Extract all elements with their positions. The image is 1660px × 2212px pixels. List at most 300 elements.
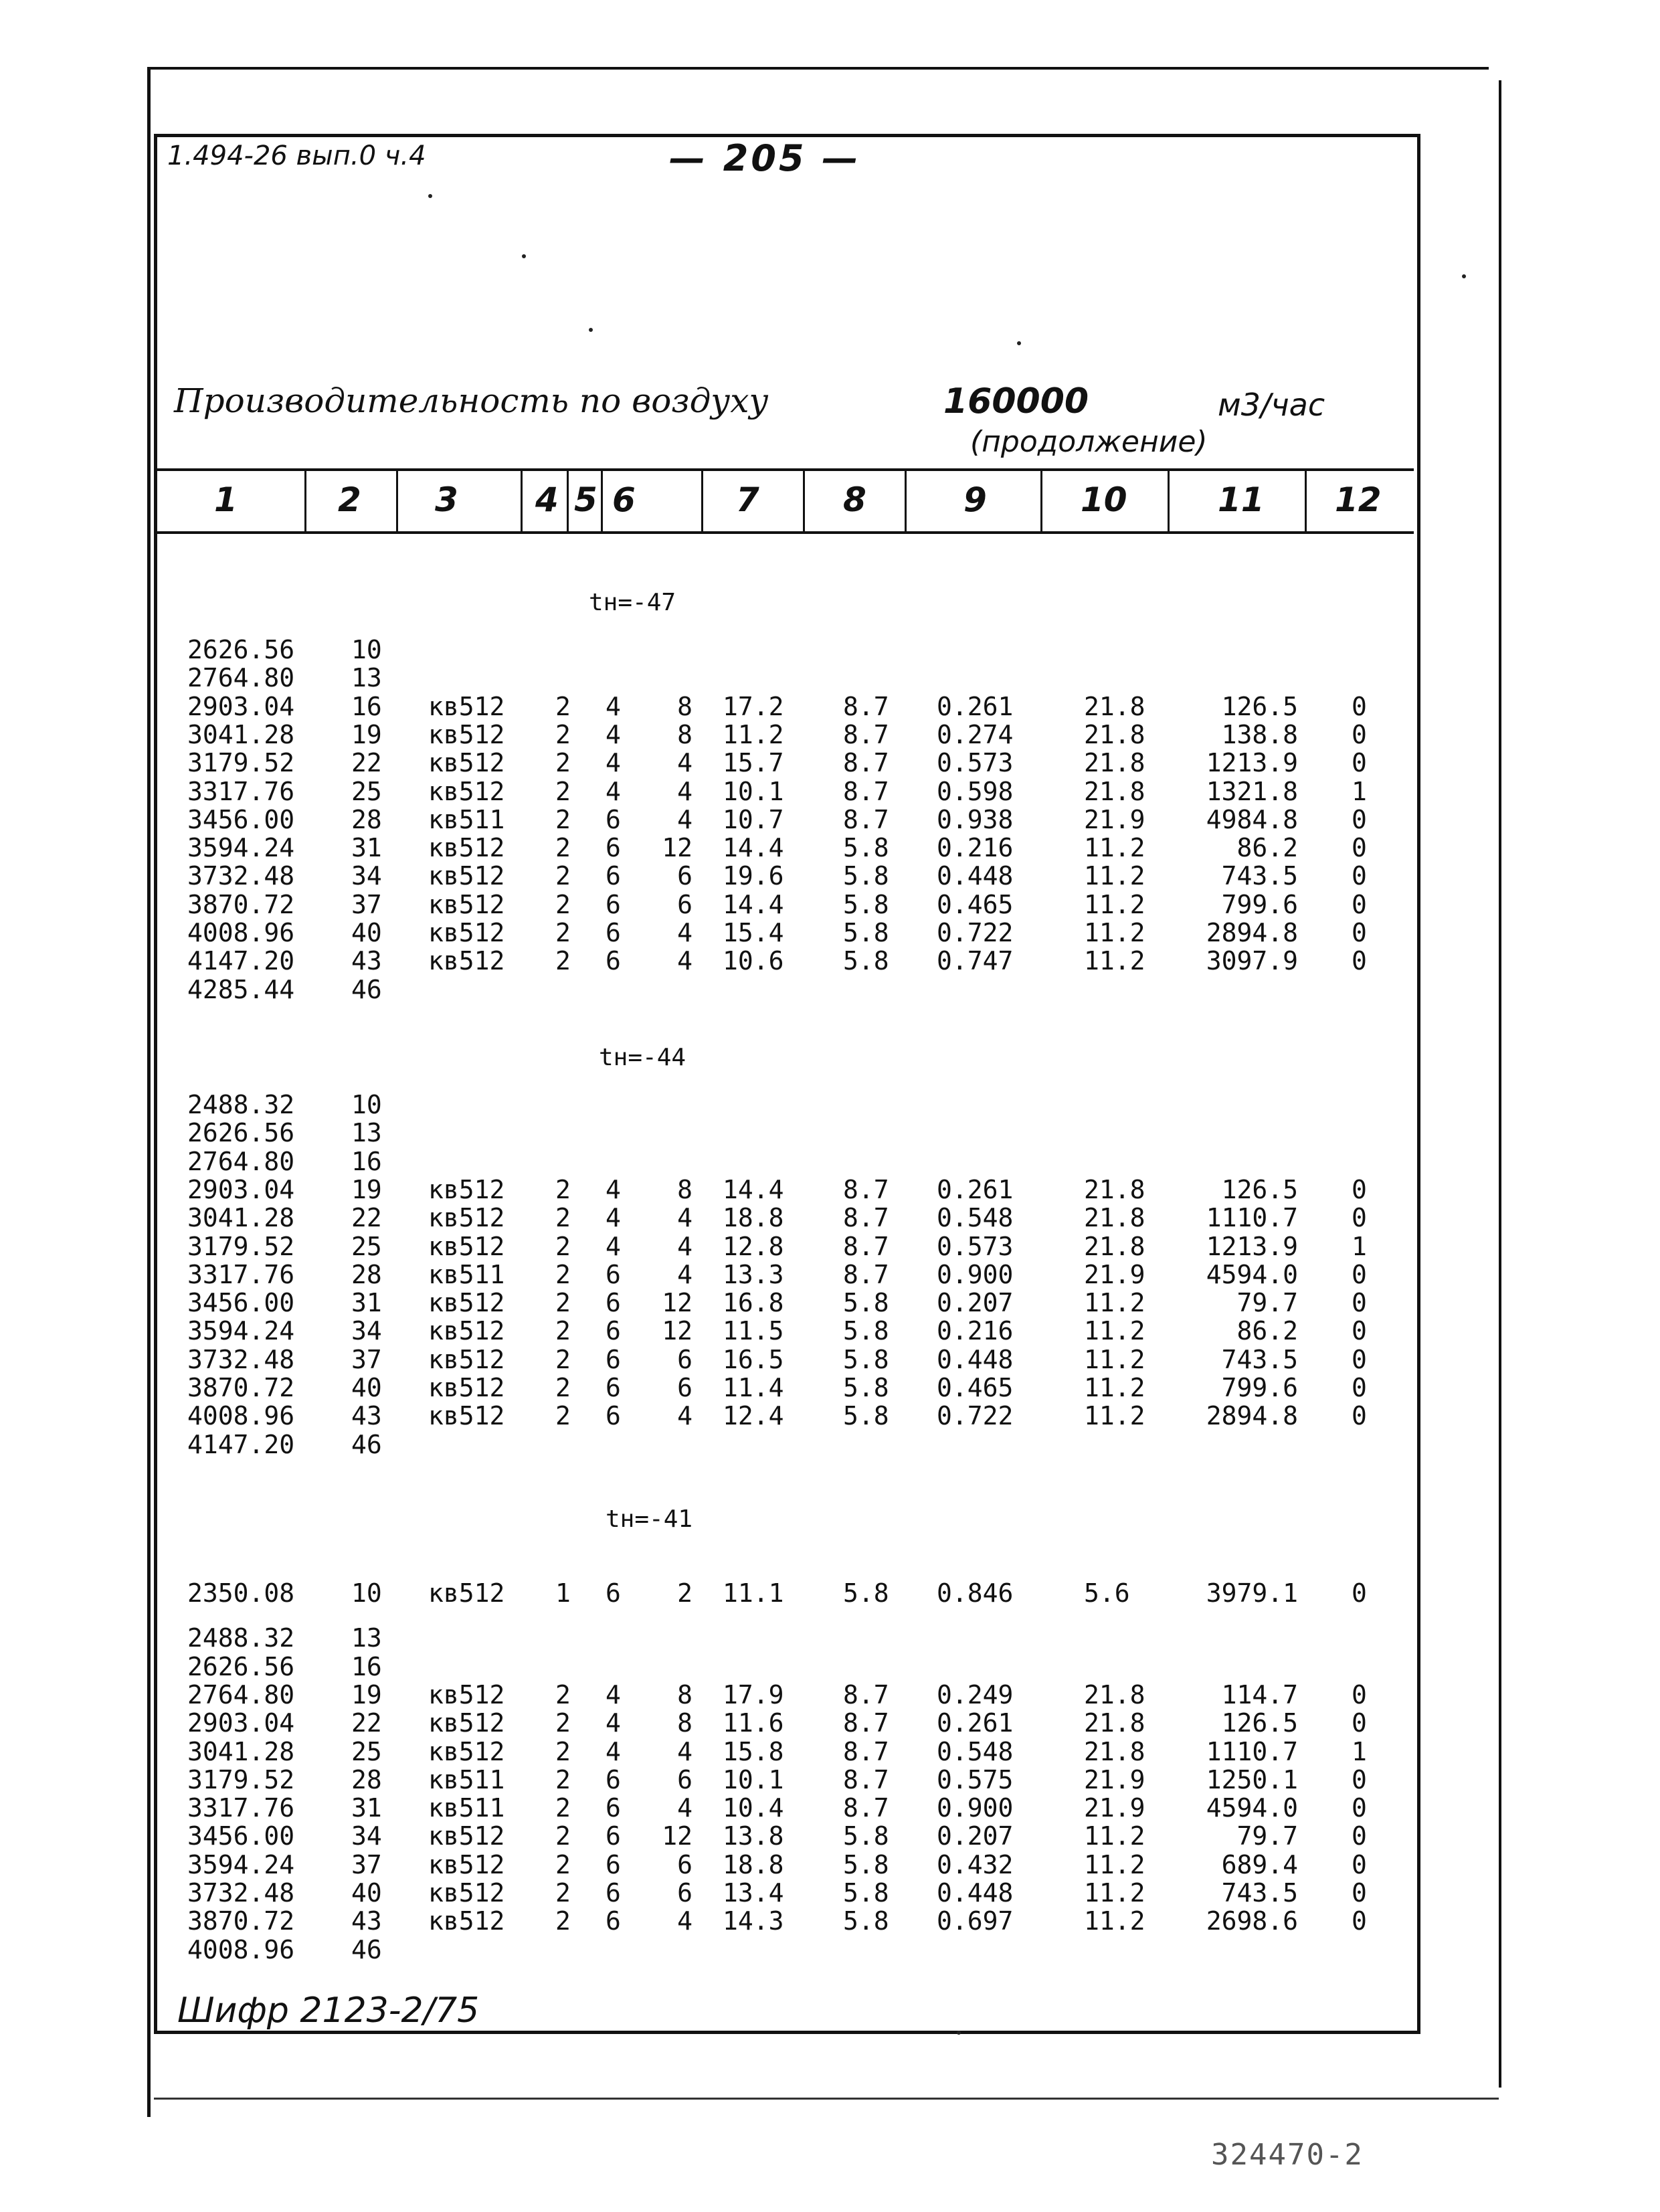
table-cell-col6: 4	[677, 748, 693, 778]
table-cell-col5: 6	[606, 804, 621, 834]
table-cell-col9: 0.261	[937, 1174, 1014, 1204]
table-cell-col2: 46	[351, 1934, 382, 1964]
table-cell-col10: 11.2	[1084, 861, 1145, 891]
table-cell-col10: 21.8	[1084, 748, 1145, 778]
table-cell-col7: 14.4	[723, 833, 784, 863]
table-cell-col12: 0	[1352, 861, 1367, 891]
table-cell-col8: 5.8	[843, 1849, 889, 1879]
table-cell-col12: 0	[1352, 946, 1367, 976]
table-cell-col2: 13	[351, 1623, 382, 1653]
table-cell-col12: 0	[1352, 1174, 1367, 1204]
table-cell-col6: 4	[677, 1231, 693, 1261]
table-cell-col8: 8.7	[843, 719, 889, 749]
table-cell-col7: 15.4	[723, 918, 784, 947]
table-cell-col12: 0	[1352, 1708, 1367, 1738]
table-cell-col3: кв512	[428, 918, 505, 947]
section-temperature-label: tн=-47	[589, 589, 676, 616]
table-cell-col6: 4	[677, 804, 693, 834]
table-cell-col3: кв512	[428, 1401, 505, 1431]
table-cell-col7: 17.9	[723, 1679, 784, 1710]
table-cell-col6: 4	[677, 1401, 693, 1431]
table-cell-col10: 11.2	[1084, 1878, 1145, 1908]
table-cell-col10: 21.9	[1084, 1764, 1145, 1794]
table-cell-col6: 6	[677, 1849, 693, 1879]
table-row	[0, 1794, 1660, 1822]
table-cell-col7: 13.3	[723, 1259, 784, 1289]
table-cell-col3: кв512	[428, 1906, 505, 1936]
table-cell-col10: 21.8	[1084, 1231, 1145, 1261]
table-row	[0, 1431, 1660, 1459]
table-cell-col7: 14.3	[723, 1906, 784, 1936]
table-cell-col8: 5.8	[843, 1821, 889, 1851]
table-cell-col11: 4984.8	[1206, 804, 1298, 834]
table-row	[0, 891, 1660, 919]
column-divider	[1168, 471, 1170, 531]
table-cell-col4: 2	[555, 804, 571, 834]
table-cell-col2: 37	[351, 1344, 382, 1374]
table-cell-col5: 6	[606, 1849, 621, 1879]
table-cell-col3: кв512	[428, 1174, 505, 1204]
table-cell-col2: 43	[351, 1906, 382, 1936]
table-row	[0, 1317, 1660, 1345]
table-cell-col9: 0.573	[937, 748, 1014, 778]
cipher-label: Шифр 2123-2/75	[177, 1991, 480, 2031]
table-cell-col4: 2	[555, 719, 571, 749]
table-cell-col9: 0.722	[937, 1401, 1014, 1431]
table-cell-col8: 8.7	[843, 1174, 889, 1204]
table-cell-col12: 0	[1352, 1578, 1367, 1608]
table-cell-col11: 2894.8	[1206, 918, 1298, 947]
table-cell-col1: 3870.72	[187, 1373, 295, 1402]
table-cell-col3: кв512	[428, 1231, 505, 1261]
table-cell-col9: 0.548	[937, 1203, 1014, 1233]
table-cell-col4: 2	[555, 1821, 571, 1851]
table-cell-col7: 10.7	[723, 804, 784, 834]
column-number: 11	[1218, 480, 1265, 519]
table-cell-col6: 4	[677, 776, 693, 806]
table-cell-col1: 2764.80	[187, 1679, 295, 1710]
table-cell-col10: 11.2	[1084, 946, 1145, 976]
table-cell-col7: 18.8	[723, 1203, 784, 1233]
table-cell-col11: 138.8	[1221, 719, 1298, 749]
table-cell-col9: 0.465	[937, 1373, 1014, 1402]
table-cell-col5: 4	[606, 691, 621, 721]
column-divider	[601, 471, 603, 531]
table-cell-col6: 4	[677, 1203, 693, 1233]
table-cell-col2: 34	[351, 1821, 382, 1851]
scan-speck	[957, 2031, 961, 2035]
table-cell-col1: 3041.28	[187, 1736, 295, 1766]
column-divider	[803, 471, 805, 531]
table-cell-col10: 21.8	[1084, 1736, 1145, 1766]
table-cell-col4: 2	[555, 1849, 571, 1879]
table-cell-col7: 11.2	[723, 719, 784, 749]
table-cell-col9: 0.261	[937, 1708, 1014, 1738]
table-row	[0, 1936, 1660, 1964]
table-cell-col4: 1	[555, 1578, 571, 1608]
table-cell-col4: 2	[555, 1231, 571, 1261]
table-row	[0, 1091, 1660, 1119]
table-row	[0, 1681, 1660, 1709]
table-cell-col3: кв512	[428, 1849, 505, 1879]
column-divider	[521, 471, 523, 531]
table-cell-col3: кв512	[428, 1736, 505, 1766]
table-cell-col1: 2764.80	[187, 663, 295, 693]
table-cell-col2: 25	[351, 776, 382, 806]
table-cell-col11: 799.6	[1221, 1373, 1298, 1402]
table-row	[0, 1738, 1660, 1766]
table-cell-col1: 3456.00	[187, 1288, 295, 1318]
table-cell-col1: 3179.52	[187, 1231, 295, 1261]
section-temperature-label: tн=-41	[606, 1505, 693, 1533]
document-reference: 1.494-26 вып.0 ч.4	[167, 141, 426, 171]
table-cell-col9: 0.216	[937, 1316, 1014, 1346]
table-cell-col3: кв512	[428, 1344, 505, 1374]
table-cell-col9: 0.261	[937, 691, 1014, 721]
table-cell-col1: 3456.00	[187, 804, 295, 834]
table-cell-col9: 0.900	[937, 1793, 1014, 1823]
table-cell-col4: 2	[555, 691, 571, 721]
table-cell-col1: 3456.00	[187, 1821, 295, 1851]
table-cell-col2: 34	[351, 1316, 382, 1346]
table-cell-col1: 3179.52	[187, 1764, 295, 1794]
table-cell-col3: кв512	[428, 691, 505, 721]
table-cell-col11: 3097.9	[1206, 946, 1298, 976]
table-cell-col2: 34	[351, 861, 382, 891]
table-cell-col1: 3732.48	[187, 1344, 295, 1374]
table-cell-col11: 86.2	[1236, 833, 1298, 863]
table-cell-col10: 11.2	[1084, 1316, 1145, 1346]
table-cell-col8: 5.8	[843, 1288, 889, 1318]
table-cell-col1: 4008.96	[187, 1401, 295, 1431]
table-cell-col7: 18.8	[723, 1849, 784, 1879]
column-number: 12	[1335, 480, 1382, 519]
table-cell-col12: 1	[1352, 1231, 1367, 1261]
column-number: 3	[435, 480, 458, 519]
table-row	[0, 1907, 1660, 1935]
table-cell-col12: 1	[1352, 1736, 1367, 1766]
table-cell-col5: 6	[606, 1793, 621, 1823]
table-cell-col2: 28	[351, 1259, 382, 1289]
table-cell-col5: 6	[606, 1316, 621, 1346]
table-cell-col9: 0.249	[937, 1679, 1014, 1710]
table-cell-col1: 4147.20	[187, 1429, 295, 1459]
table-cell-col4: 2	[555, 833, 571, 863]
table-cell-col9: 0.938	[937, 804, 1014, 834]
table-cell-col11: 3979.1	[1206, 1578, 1298, 1608]
table-cell-col11: 126.5	[1221, 1174, 1298, 1204]
table-cell-col8: 8.7	[843, 748, 889, 778]
table-cell-col6: 12	[662, 833, 693, 863]
table-cell-col7: 13.8	[723, 1821, 784, 1851]
table-cell-col5: 6	[606, 1764, 621, 1794]
table-cell-col9: 0.207	[937, 1821, 1014, 1851]
table-cell-col1: 2626.56	[187, 1651, 295, 1681]
table-cell-col1: 3594.24	[187, 1316, 295, 1346]
table-cell-col8: 8.7	[843, 1708, 889, 1738]
column-divider	[1040, 471, 1042, 531]
table-cell-col7: 11.5	[723, 1316, 784, 1346]
table-cell-col5: 6	[606, 1578, 621, 1608]
table-cell-col12: 0	[1352, 719, 1367, 749]
table-cell-col2: 43	[351, 1401, 382, 1431]
table-cell-col6: 6	[677, 861, 693, 891]
continued-note: (продолжение)	[970, 425, 1208, 459]
table-cell-col7: 11.1	[723, 1578, 784, 1608]
table-cell-col8: 8.7	[843, 1203, 889, 1233]
table-cell-col10: 11.2	[1084, 1373, 1145, 1402]
table-cell-col10: 21.9	[1084, 1259, 1145, 1289]
table-cell-col6: 4	[677, 946, 693, 976]
table-cell-col10: 21.8	[1084, 719, 1145, 749]
table-cell-col4: 2	[555, 1906, 571, 1936]
table-cell-col11: 743.5	[1221, 1878, 1298, 1908]
table-cell-col12: 0	[1352, 1878, 1367, 1908]
table-cell-col9: 0.573	[937, 1231, 1014, 1261]
table-cell-col7: 12.4	[723, 1401, 784, 1431]
table-cell-col12: 0	[1352, 691, 1367, 721]
table-cell-col3: кв512	[428, 833, 505, 863]
table-row	[0, 721, 1660, 749]
table-cell-col8: 5.8	[843, 1401, 889, 1431]
table-cell-col1: 2488.32	[187, 1623, 295, 1653]
scan-speck	[1462, 274, 1466, 278]
table-cell-col5: 6	[606, 861, 621, 891]
table-cell-col9: 0.448	[937, 861, 1014, 891]
table-cell-col7: 16.8	[723, 1288, 784, 1318]
table-cell-col5: 4	[606, 776, 621, 806]
table-cell-col8: 8.7	[843, 1679, 889, 1710]
table-cell-col6: 12	[662, 1821, 693, 1851]
table-cell-col10: 11.2	[1084, 1821, 1145, 1851]
table-cell-col6: 8	[677, 691, 693, 721]
table-cell-col9: 0.747	[937, 946, 1014, 976]
table-cell-col3: кв512	[428, 719, 505, 749]
table-cell-col2: 13	[351, 663, 382, 693]
table-cell-col9: 0.432	[937, 1849, 1014, 1879]
table-row	[0, 1624, 1660, 1652]
table-cell-col1: 3594.24	[187, 833, 295, 863]
column-divider	[567, 471, 569, 531]
table-cell-col8: 8.7	[843, 691, 889, 721]
table-cell-col5: 6	[606, 1401, 621, 1431]
table-cell-col2: 10	[351, 635, 382, 664]
table-cell-col12: 0	[1352, 1849, 1367, 1879]
table-cell-col12: 0	[1352, 1288, 1367, 1318]
table-cell-col6: 6	[677, 889, 693, 919]
table-cell-col8: 5.8	[843, 1906, 889, 1936]
page-number: — 205 —	[669, 137, 861, 179]
table-cell-col4: 2	[555, 1174, 571, 1204]
table-cell-col3: кв511	[428, 1259, 505, 1289]
table-cell-col9: 0.448	[937, 1878, 1014, 1908]
table-cell-col12: 0	[1352, 1344, 1367, 1374]
table-cell-col4: 2	[555, 1259, 571, 1289]
table-cell-col10: 21.9	[1084, 1793, 1145, 1823]
table-cell-col2: 10	[351, 1090, 382, 1119]
table-cell-col4: 2	[555, 1203, 571, 1233]
table-cell-col1: 2488.32	[187, 1090, 295, 1119]
table-cell-col8: 5.8	[843, 1578, 889, 1608]
table-cell-col7: 16.5	[723, 1344, 784, 1374]
table-cell-col11: 1110.7	[1206, 1203, 1298, 1233]
table-cell-col12: 0	[1352, 1793, 1367, 1823]
table-cell-col6: 12	[662, 1316, 693, 1346]
table-cell-col7: 11.6	[723, 1708, 784, 1738]
table-cell-col11: 743.5	[1221, 861, 1298, 891]
table-cell-col3: кв512	[428, 861, 505, 891]
table-cell-col2: 46	[351, 1429, 382, 1459]
table-cell-col1: 3041.28	[187, 719, 295, 749]
table-cell-col4: 2	[555, 1764, 571, 1794]
table-cell-col6: 6	[677, 1764, 693, 1794]
table-cell-col5: 4	[606, 719, 621, 749]
table-cell-col2: 43	[351, 946, 382, 976]
table-cell-col7: 10.1	[723, 776, 784, 806]
table-cell-col1: 2626.56	[187, 635, 295, 664]
table-cell-col2: 40	[351, 918, 382, 947]
column-number: 7	[736, 480, 759, 519]
table-cell-col3: кв512	[428, 776, 505, 806]
table-cell-col9: 0.697	[937, 1906, 1014, 1936]
table-cell-col8: 5.8	[843, 946, 889, 976]
table-cell-col10: 21.8	[1084, 1203, 1145, 1233]
table-cell-col3: кв512	[428, 1578, 505, 1608]
table-cell-col1: 3732.48	[187, 861, 295, 891]
table-cell-col8: 5.8	[843, 861, 889, 891]
table-row	[0, 693, 1660, 721]
table-cell-col5: 4	[606, 1679, 621, 1710]
table-cell-col8: 8.7	[843, 1736, 889, 1766]
table-row	[0, 1289, 1660, 1317]
column-divider	[396, 471, 398, 531]
scan-speck	[1017, 341, 1021, 345]
table-cell-col3: кв511	[428, 1764, 505, 1794]
table-cell-col1: 2350.08	[187, 1578, 295, 1608]
table-cell-col4: 2	[555, 1793, 571, 1823]
table-cell-col12: 0	[1352, 1203, 1367, 1233]
table-cell-col6: 2	[677, 1578, 693, 1608]
column-number: 1	[214, 480, 238, 519]
table-cell-col9: 0.216	[937, 833, 1014, 863]
table-row	[0, 1579, 1660, 1607]
table-cell-col10: 11.2	[1084, 1849, 1145, 1879]
table-row	[0, 976, 1660, 1004]
table-cell-col4: 2	[555, 889, 571, 919]
table-cell-col11: 689.4	[1221, 1849, 1298, 1879]
table-cell-col6: 4	[677, 1259, 693, 1289]
table-cell-col10: 11.2	[1084, 918, 1145, 947]
table-row	[0, 1176, 1660, 1204]
table-cell-col12: 0	[1352, 889, 1367, 919]
table-cell-col2: 28	[351, 1764, 382, 1794]
table-row	[0, 1204, 1660, 1232]
table-cell-col3: кв512	[428, 748, 505, 778]
table-row	[0, 1119, 1660, 1147]
scan-speck	[428, 194, 432, 198]
table-cell-col6: 8	[677, 1174, 693, 1204]
table-cell-col2: 31	[351, 1288, 382, 1318]
table-cell-col9: 0.900	[937, 1259, 1014, 1289]
table-cell-col7: 17.2	[723, 691, 784, 721]
table-cell-col11: 2698.6	[1206, 1906, 1298, 1936]
table-cell-col1: 2903.04	[187, 691, 295, 721]
column-number: 9	[963, 480, 987, 519]
table-cell-col10: 11.2	[1084, 889, 1145, 919]
table-cell-col5: 4	[606, 1231, 621, 1261]
table-cell-col8: 5.8	[843, 1316, 889, 1346]
table-cell-col2: 37	[351, 889, 382, 919]
table-row	[0, 1653, 1660, 1681]
table-cell-col2: 46	[351, 974, 382, 1004]
table-cell-col3: кв511	[428, 1793, 505, 1823]
table-cell-col12: 0	[1352, 1316, 1367, 1346]
table-cell-col5: 4	[606, 1736, 621, 1766]
table-row	[0, 834, 1660, 862]
table-cell-col7: 15.7	[723, 748, 784, 778]
table-cell-col6: 4	[677, 918, 693, 947]
table-cell-col5: 4	[606, 748, 621, 778]
column-number: 8	[843, 480, 866, 519]
table-cell-col3: кв512	[428, 889, 505, 919]
column-number-header	[154, 468, 1414, 534]
table-cell-col12: 1	[1352, 776, 1367, 806]
table-cell-col1: 2903.04	[187, 1174, 295, 1204]
table-row	[0, 777, 1660, 806]
table-cell-col1: 4008.96	[187, 918, 295, 947]
table-cell-col9: 0.207	[937, 1288, 1014, 1318]
table-cell-col1: 2903.04	[187, 1708, 295, 1738]
table-cell-col12: 0	[1352, 748, 1367, 778]
table-cell-col9: 0.274	[937, 719, 1014, 749]
table-row	[0, 919, 1660, 947]
table-cell-col8: 8.7	[843, 804, 889, 834]
column-divider	[304, 471, 306, 531]
table-row	[0, 664, 1660, 692]
table-cell-col11: 1213.9	[1206, 1231, 1298, 1261]
table-cell-col2: 31	[351, 1793, 382, 1823]
table-cell-col11: 79.7	[1236, 1288, 1298, 1318]
table-row	[0, 1822, 1660, 1850]
table-cell-col1: 3732.48	[187, 1878, 295, 1908]
table-cell-col8: 5.8	[843, 889, 889, 919]
table-cell-col10: 11.2	[1084, 833, 1145, 863]
table-cell-col7: 11.4	[723, 1373, 784, 1402]
table-cell-col9: 0.846	[937, 1578, 1014, 1608]
table-cell-col10: 11.2	[1084, 1344, 1145, 1374]
table-cell-col2: 31	[351, 833, 382, 863]
table-cell-col5: 6	[606, 1344, 621, 1374]
table-cell-col3: кв512	[428, 1316, 505, 1346]
table-cell-col7: 15.8	[723, 1736, 784, 1766]
table-cell-col2: 19	[351, 1174, 382, 1204]
table-cell-col10: 21.8	[1084, 691, 1145, 721]
table-cell-col6: 6	[677, 1373, 693, 1402]
table-cell-col10: 21.8	[1084, 1708, 1145, 1738]
table-cell-col7: 10.6	[723, 946, 784, 976]
table-cell-col11: 2894.8	[1206, 1401, 1298, 1431]
table-cell-col11: 114.7	[1221, 1679, 1298, 1710]
table-row	[0, 1879, 1660, 1907]
table-cell-col8: 8.7	[843, 776, 889, 806]
table-cell-col2: 19	[351, 1679, 382, 1710]
column-number: 2	[338, 480, 361, 519]
table-cell-col4: 2	[555, 946, 571, 976]
table-cell-col3: кв512	[428, 1203, 505, 1233]
table-cell-col12: 0	[1352, 804, 1367, 834]
outer-frame-bottom	[154, 2098, 1499, 2100]
table-row	[0, 1709, 1660, 1737]
